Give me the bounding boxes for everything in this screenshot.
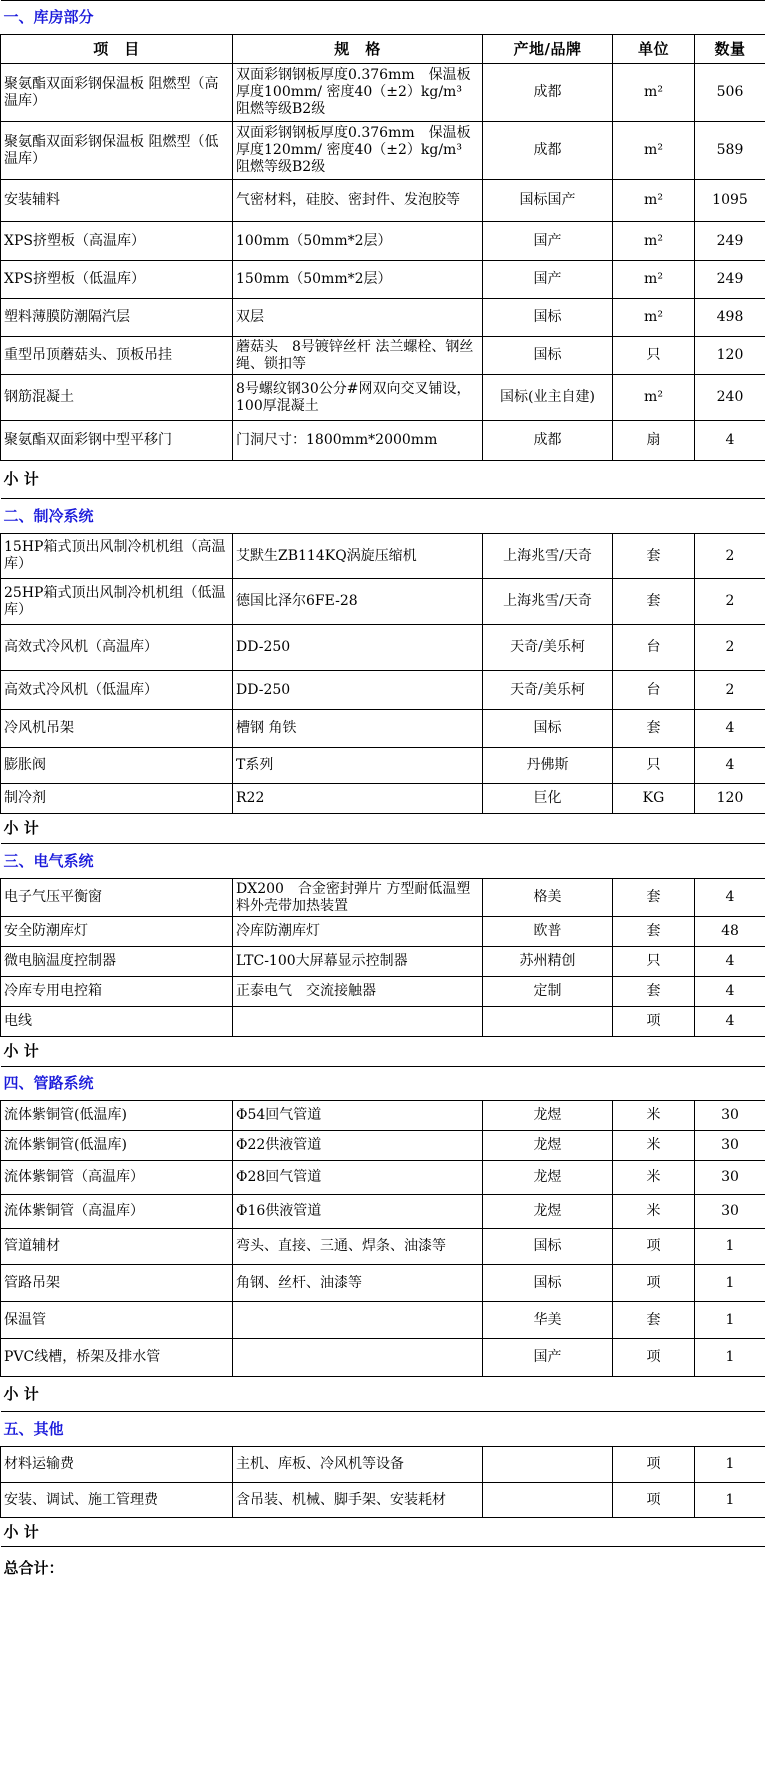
cell-spec: DD-250 (233, 671, 483, 710)
subtotal-label: 小 计 (1, 1037, 765, 1067)
cell-item: 安装辅料 (1, 180, 233, 222)
cell-spec: Φ28回气管道 (233, 1161, 483, 1195)
cell-unit: 项 (613, 1229, 695, 1265)
cell-unit: 项 (613, 1007, 695, 1037)
cell-origin: 国标 (483, 337, 613, 375)
cell-qty: 4 (695, 879, 765, 917)
cell-item: 材料运输费 (1, 1447, 233, 1483)
cell-spec: Φ22供液管道 (233, 1131, 483, 1161)
cell-qty: 1 (695, 1483, 765, 1518)
cell-item: 重型吊顶蘑菇头、顶板吊挂 (1, 337, 233, 375)
cell-origin: 天奇/美乐柯 (483, 625, 613, 671)
cell-spec: 双层 (233, 299, 483, 337)
cell-qty: 48 (695, 917, 765, 947)
grand-total-label: 总合计： (1, 1547, 765, 1577)
cell-unit: 米 (613, 1195, 695, 1229)
cell-spec: 冷库防潮库灯 (233, 917, 483, 947)
table-row (1, 977, 765, 1007)
cell-origin: 龙煜 (483, 1195, 613, 1229)
subtotal-row (1, 1377, 765, 1412)
cell-spec: 蘑菇头 8号镀锌丝杆 法兰螺栓、钢丝绳、锁扣等 (233, 337, 483, 375)
cell-spec: 气密材料，硅胶、密封件、发泡胶等 (233, 180, 483, 222)
cell-qty: 2 (695, 671, 765, 710)
subtotal-label: 小 计 (1, 461, 765, 499)
cell-item: 冷库专用电控箱 (1, 977, 233, 1007)
cell-item: XPS挤塑板（高温库） (1, 222, 233, 261)
cell-qty: 240 (695, 375, 765, 421)
section-title-row (1, 1412, 765, 1447)
cell-qty: 1 (695, 1447, 765, 1483)
cell-origin: 国标 (483, 1265, 613, 1302)
cell-origin: 巨化 (483, 784, 613, 814)
cell-origin: 成都 (483, 421, 613, 461)
cell-origin: 定制 (483, 977, 613, 1007)
cell-spec (233, 1302, 483, 1339)
cell-spec: Φ54回气管道 (233, 1101, 483, 1131)
cell-origin: 国标 (483, 1229, 613, 1265)
table-row (1, 180, 765, 222)
cell-origin (483, 1483, 613, 1518)
cell-spec: 艾默生ZB114KQ涡旋压缩机 (233, 534, 483, 579)
table-row (1, 299, 765, 337)
cell-item: 流体紫铜管（高温库） (1, 1161, 233, 1195)
cell-item: 冷风机吊架 (1, 710, 233, 748)
cell-unit: 台 (613, 671, 695, 710)
cell-origin: 天奇/美乐柯 (483, 671, 613, 710)
cell-item: 膨胀阀 (1, 748, 233, 784)
table-row (1, 222, 765, 261)
cell-item: 安装、调试、施工管理费 (1, 1483, 233, 1518)
cell-origin: 国标国产 (483, 180, 613, 222)
cell-origin: 龙煜 (483, 1131, 613, 1161)
cell-item: 流体紫铜管(低温库) (1, 1131, 233, 1161)
cell-unit: 米 (613, 1101, 695, 1131)
cell-origin: 成都 (483, 122, 613, 180)
cell-spec: 槽钢 角铁 (233, 710, 483, 748)
subtotal-row (1, 461, 765, 499)
cell-item: 塑料薄膜防潮隔汽层 (1, 299, 233, 337)
section-title: 一、库房部分 (1, 1, 765, 35)
subtotal-label: 小 计 (1, 1377, 765, 1412)
cell-qty: 1 (695, 1265, 765, 1302)
table-row (1, 261, 765, 299)
table-row (1, 1161, 765, 1195)
cell-unit: 套 (613, 977, 695, 1007)
cell-qty: 4 (695, 710, 765, 748)
cell-unit: 米 (613, 1161, 695, 1195)
cell-unit: 只 (613, 748, 695, 784)
cell-unit: 扇 (613, 421, 695, 461)
cell-unit: m² (613, 180, 695, 222)
cell-spec: R22 (233, 784, 483, 814)
cell-item: XPS挤塑板（低温库） (1, 261, 233, 299)
cell-qty: 30 (695, 1195, 765, 1229)
cell-origin: 龙煜 (483, 1161, 613, 1195)
cell-unit: 套 (613, 534, 695, 579)
subtotal-label: 小 计 (1, 814, 765, 844)
cell-unit: 项 (613, 1265, 695, 1302)
table-row (1, 917, 765, 947)
cell-item: 管道辅材 (1, 1229, 233, 1265)
cell-unit: 只 (613, 337, 695, 375)
cell-spec: 双面彩钢钢板厚度0.376mm 保温板厚度100mm/ 密度40（±2）kg/m³ 阻燃等级B2级 (233, 64, 483, 122)
cell-unit: 套 (613, 879, 695, 917)
cell-item: 制冷剂 (1, 784, 233, 814)
cell-unit: 米 (613, 1131, 695, 1161)
cell-item: 流体紫铜管（高温库） (1, 1195, 233, 1229)
cell-origin: 丹佛斯 (483, 748, 613, 784)
cell-unit: 套 (613, 710, 695, 748)
table-row (1, 1483, 765, 1518)
cell-origin: 上海兆雪/天奇 (483, 534, 613, 579)
table-row (1, 1007, 765, 1037)
cell-spec: 正泰电气 交流接触器 (233, 977, 483, 1007)
table-row (1, 748, 765, 784)
cell-origin: 上海兆雪/天奇 (483, 579, 613, 625)
cell-item: 保温管 (1, 1302, 233, 1339)
cell-spec: DD-250 (233, 625, 483, 671)
cell-item: 高效式冷风机（低温库） (1, 671, 233, 710)
cell-origin: 欧普 (483, 917, 613, 947)
cell-item: 钢筋混凝土 (1, 375, 233, 421)
table-row (1, 1131, 765, 1161)
cell-spec: 8号螺纹钢30公分#网双向交叉铺设，100厚混凝土 (233, 375, 483, 421)
cell-unit: m² (613, 375, 695, 421)
cell-origin: 国标 (483, 299, 613, 337)
cell-qty: 4 (695, 421, 765, 461)
cell-unit: 项 (613, 1483, 695, 1518)
table-row (1, 337, 765, 375)
header-qty: 数量 (695, 35, 765, 64)
cell-qty: 589 (695, 122, 765, 180)
cell-unit: 套 (613, 917, 695, 947)
table-row (1, 1302, 765, 1339)
cell-origin: 华美 (483, 1302, 613, 1339)
grand-total-row (1, 1547, 765, 1577)
cell-item: 电子气压平衡窗 (1, 879, 233, 917)
section-title: 四、管路系统 (1, 1067, 765, 1101)
cell-qty: 249 (695, 261, 765, 299)
cell-item: 流体紫铜管(低温库) (1, 1101, 233, 1131)
table-row (1, 625, 765, 671)
cell-origin: 国产 (483, 222, 613, 261)
cell-spec: Φ16供液管道 (233, 1195, 483, 1229)
cell-qty: 120 (695, 784, 765, 814)
cell-unit: 只 (613, 947, 695, 977)
cell-item: 聚氨酯双面彩钢中型平移门 (1, 421, 233, 461)
cell-qty: 2 (695, 625, 765, 671)
cell-qty: 30 (695, 1101, 765, 1131)
cell-spec: 100mm（50mm*2层） (233, 222, 483, 261)
cell-origin (483, 1447, 613, 1483)
cell-qty: 249 (695, 222, 765, 261)
cell-origin (483, 1007, 613, 1037)
cell-origin: 格美 (483, 879, 613, 917)
cell-origin: 国产 (483, 1339, 613, 1377)
cell-spec: 含吊装、机械、脚手架、安装耗材 (233, 1483, 483, 1518)
table-row (1, 671, 765, 710)
cell-item: 25HP箱式顶出风制冷机机组（低温库） (1, 579, 233, 625)
cell-unit: 台 (613, 625, 695, 671)
cell-qty: 30 (695, 1161, 765, 1195)
section-title-row (1, 1, 765, 35)
cell-spec: DX200 合金密封弹片 方型耐低温塑料外壳带加热装置 (233, 879, 483, 917)
cell-unit: 项 (613, 1447, 695, 1483)
cell-item: 管路吊架 (1, 1265, 233, 1302)
cell-unit: 套 (613, 579, 695, 625)
cell-qty: 4 (695, 977, 765, 1007)
table-row (1, 534, 765, 579)
cell-item: 15HP箱式顶出风制冷机机组（高温库） (1, 534, 233, 579)
cell-qty: 4 (695, 748, 765, 784)
cell-item: PVC线槽，桥架及排水管 (1, 1339, 233, 1377)
cell-spec: 双面彩钢钢板厚度0.376mm 保温板厚度120mm/ 密度40（±2）kg/m³ 阻燃等级B2级 (233, 122, 483, 180)
table-row (1, 879, 765, 917)
subtotal-row (1, 1037, 765, 1067)
section-title: 二、制冷系统 (1, 499, 765, 534)
cell-unit: KG (613, 784, 695, 814)
table-row (1, 64, 765, 122)
cell-qty: 1 (695, 1339, 765, 1377)
table-row (1, 784, 765, 814)
table-row (1, 579, 765, 625)
cell-spec (233, 1007, 483, 1037)
cell-qty: 1095 (695, 180, 765, 222)
cell-item: 电线 (1, 1007, 233, 1037)
cell-spec (233, 1339, 483, 1377)
table-row (1, 1101, 765, 1131)
cell-spec: 门洞尺寸：1800mm*2000mm (233, 421, 483, 461)
table-row (1, 1447, 765, 1483)
cell-qty: 1 (695, 1302, 765, 1339)
section-title-row (1, 1067, 765, 1101)
cell-item: 聚氨酯双面彩钢保温板 阻燃型（高温库） (1, 64, 233, 122)
cell-unit: m² (613, 299, 695, 337)
cell-origin: 国标(业主自建) (483, 375, 613, 421)
table-row (1, 947, 765, 977)
table-row (1, 375, 765, 421)
section-title-row (1, 844, 765, 879)
subtotal-row (1, 1518, 765, 1547)
table-row (1, 1265, 765, 1302)
cell-item: 微电脑温度控制器 (1, 947, 233, 977)
section-title: 五、其他 (1, 1412, 765, 1447)
section-title: 三、电气系统 (1, 844, 765, 879)
cell-unit: m² (613, 122, 695, 180)
cell-origin: 国产 (483, 261, 613, 299)
cell-spec: LTC-100大屏幕显示控制器 (233, 947, 483, 977)
cell-qty: 120 (695, 337, 765, 375)
cell-spec: 弯头、直接、三通、焊条、油漆等 (233, 1229, 483, 1265)
table-row (1, 421, 765, 461)
table-row (1, 1229, 765, 1265)
cell-origin: 龙煜 (483, 1101, 613, 1131)
cell-qty: 2 (695, 579, 765, 625)
table-header-row (1, 35, 765, 64)
cell-unit: m² (613, 64, 695, 122)
cell-qty: 1 (695, 1229, 765, 1265)
cell-qty: 506 (695, 64, 765, 122)
subtotal-row (1, 814, 765, 844)
cell-item: 高效式冷风机（高温库） (1, 625, 233, 671)
table-row (1, 1195, 765, 1229)
cell-spec: 150mm（50mm*2层） (233, 261, 483, 299)
header-item: 项 目 (1, 35, 233, 64)
table-row (1, 122, 765, 180)
cell-qty: 498 (695, 299, 765, 337)
table-row (1, 710, 765, 748)
cell-unit: m² (613, 222, 695, 261)
cell-spec: 德国比泽尔6FE-28 (233, 579, 483, 625)
table-row (1, 1339, 765, 1377)
header-origin: 产地/品牌 (483, 35, 613, 64)
cell-unit: 套 (613, 1302, 695, 1339)
cell-unit: m² (613, 261, 695, 299)
cell-item: 聚氨酯双面彩钢保温板 阻燃型（低温库） (1, 122, 233, 180)
cell-item: 安全防潮库灯 (1, 917, 233, 947)
cell-spec: 角钢、丝杆、油漆等 (233, 1265, 483, 1302)
cell-qty: 2 (695, 534, 765, 579)
section-title-row (1, 499, 765, 534)
subtotal-label: 小 计 (1, 1518, 765, 1547)
cell-qty: 4 (695, 947, 765, 977)
cell-origin: 苏州精创 (483, 947, 613, 977)
cell-origin: 国标 (483, 710, 613, 748)
cell-qty: 30 (695, 1131, 765, 1161)
header-spec: 规 格 (233, 35, 483, 64)
cell-spec: 主机、库板、冷风机等设备 (233, 1447, 483, 1483)
cell-spec: T系列 (233, 748, 483, 784)
cell-origin: 成都 (483, 64, 613, 122)
cell-qty: 4 (695, 1007, 765, 1037)
header-unit: 单位 (613, 35, 695, 64)
cell-unit: 项 (613, 1339, 695, 1377)
